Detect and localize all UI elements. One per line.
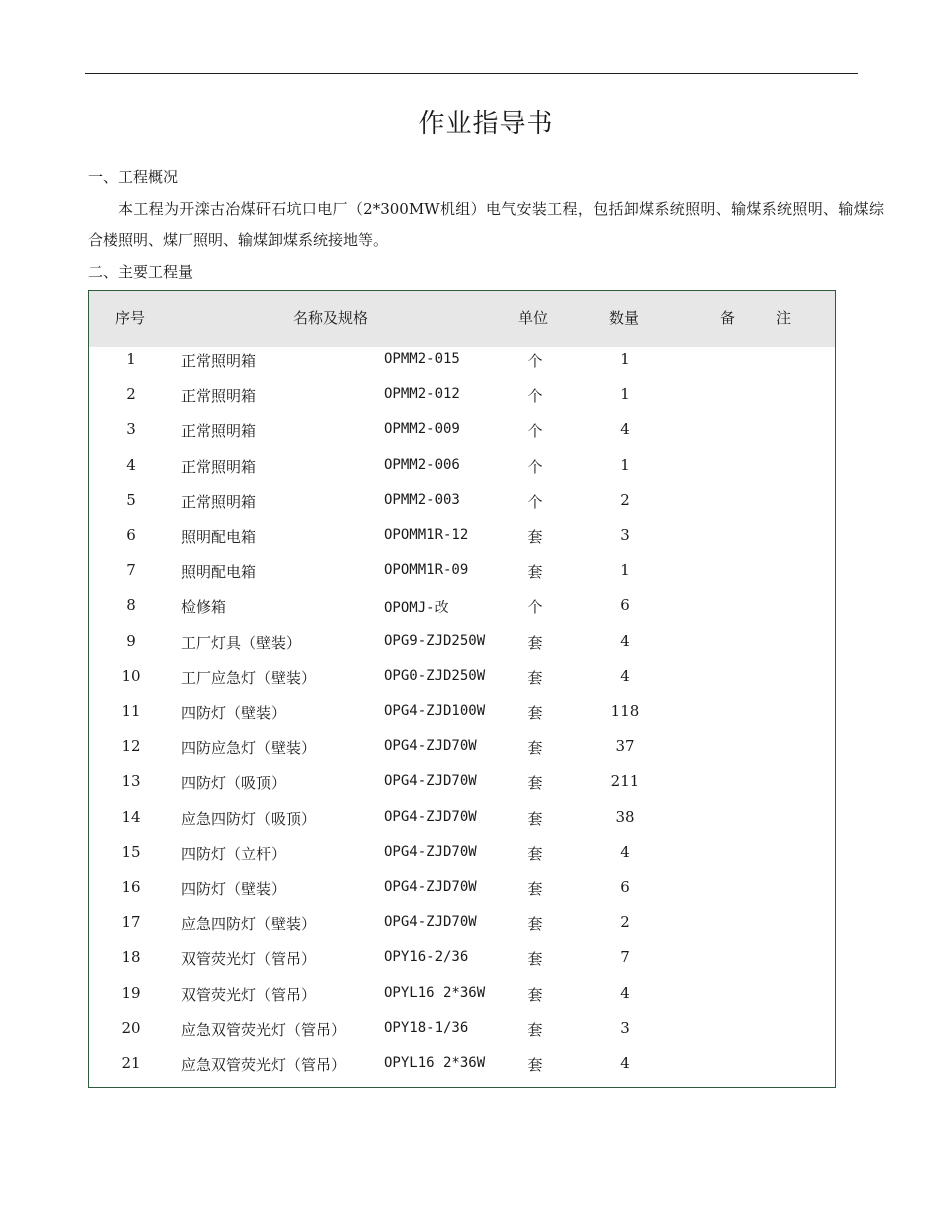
item-unit: 套	[527, 704, 543, 722]
row-number: 1	[126, 350, 136, 368]
header-remark-2: 注	[776, 309, 792, 327]
item-spec: OPMM2-006	[384, 456, 460, 473]
table-row	[89, 839, 835, 874]
item-name: 正常照明箱	[181, 352, 257, 370]
row-number: 8	[126, 596, 136, 615]
table-row	[89, 944, 835, 979]
table-row	[89, 980, 835, 1015]
item-unit: 套	[527, 668, 543, 687]
quantities-table	[88, 290, 836, 1088]
row-number: 17	[121, 913, 141, 932]
item-name: 检修箱	[181, 598, 227, 617]
table-row	[89, 874, 835, 909]
item-name: 正常照明箱	[181, 492, 257, 511]
item-quantity: 211	[610, 772, 640, 791]
table-row	[89, 487, 835, 522]
table-row	[89, 628, 835, 663]
item-spec: OPMM2-012	[384, 386, 460, 403]
table-row	[89, 416, 835, 451]
item-name: 工厂应急灯（壁装）	[181, 668, 317, 687]
item-quantity: 1	[620, 350, 630, 368]
item-unit: 套	[527, 1056, 543, 1074]
header-rule	[85, 73, 858, 74]
table-row	[89, 346, 835, 381]
table-row	[89, 804, 835, 839]
item-name: 四防灯（壁装）	[181, 880, 287, 898]
item-quantity: 4	[620, 420, 630, 439]
row-number: 11	[121, 702, 141, 720]
item-name: 应急双管荧光灯（管吊）	[181, 1056, 347, 1074]
header-no: 序号	[115, 309, 146, 327]
item-name: 应急双管荧光灯（管吊）	[181, 1020, 347, 1039]
table-row	[89, 768, 835, 803]
item-spec: OPMM2-009	[384, 421, 460, 438]
item-spec: OPOMM1R-12	[384, 527, 469, 543]
item-name: 四防灯（吸顶）	[181, 774, 287, 793]
item-quantity: 1	[620, 561, 630, 580]
header-unit: 单位	[518, 309, 549, 327]
item-unit: 个	[527, 598, 543, 617]
item-quantity: 38	[615, 807, 635, 826]
item-spec: OPG4-ZJD70W	[384, 879, 477, 895]
header-name-spec: 名称及规格	[293, 309, 369, 327]
item-unit: 套	[527, 563, 543, 582]
item-unit: 套	[527, 739, 543, 758]
item-spec: OPOMM1R-09	[384, 562, 469, 579]
item-quantity: 6	[620, 596, 630, 615]
row-number: 7	[126, 561, 136, 580]
table-row	[89, 663, 835, 698]
row-number: 5	[126, 490, 136, 509]
item-unit: 个	[527, 457, 543, 476]
item-name: 四防灯（立杆）	[181, 844, 287, 863]
item-unit: 个	[527, 422, 543, 441]
row-number: 18	[121, 948, 141, 967]
row-number: 10	[121, 666, 141, 685]
item-unit: 套	[527, 633, 543, 652]
item-quantity: 1	[620, 455, 630, 474]
item-unit: 套	[527, 880, 543, 898]
item-spec: OPMM2-003	[384, 491, 460, 508]
row-number: 20	[121, 1018, 141, 1037]
row-number: 3	[126, 420, 136, 439]
header-remark-1: 备	[720, 309, 736, 327]
item-quantity: 1	[620, 385, 630, 404]
table-row	[89, 733, 835, 768]
item-quantity: 6	[620, 878, 630, 896]
item-name: 正常照明箱	[181, 457, 257, 476]
item-spec: OPMM2-015	[384, 351, 460, 367]
table-row	[89, 909, 835, 944]
row-number: 9	[126, 631, 136, 650]
table-row	[89, 452, 835, 487]
item-name: 四防应急灯（壁装）	[181, 739, 317, 758]
item-name: 应急四防灯（壁装）	[181, 915, 317, 934]
item-unit: 个	[527, 492, 543, 511]
item-spec: OPG4-ZJD70W	[384, 738, 477, 755]
item-unit: 套	[527, 809, 543, 828]
table-row	[89, 1015, 835, 1050]
item-spec: OPY16-2/36	[384, 949, 469, 966]
item-unit: 个	[527, 387, 543, 406]
section-heading-quantities: 二、主要工程量	[88, 263, 194, 281]
item-spec: OPG9-ZJD250W	[384, 632, 486, 649]
item-spec: OPG4-ZJD70W	[384, 808, 477, 825]
row-number: 14	[121, 807, 141, 826]
item-quantity: 2	[620, 490, 630, 509]
item-name: 照明配电箱	[181, 563, 257, 582]
item-spec: OPYL16 2*36W	[384, 1055, 486, 1071]
item-spec: OPG4-ZJD70W	[384, 914, 477, 931]
item-quantity: 37	[615, 737, 635, 756]
item-spec: OPG4-ZJD70W	[384, 843, 477, 860]
table-row	[89, 698, 835, 733]
item-spec: OPYL16 2*36W	[384, 984, 486, 1001]
section-heading-overview: 一、工程概况	[88, 168, 179, 186]
table-row	[89, 592, 835, 627]
item-unit: 套	[527, 774, 543, 793]
table-header-row	[89, 291, 835, 347]
item-unit: 个	[527, 352, 543, 370]
item-spec: OPG4-ZJD70W	[384, 773, 477, 790]
table-row	[89, 557, 835, 592]
item-unit: 套	[527, 985, 543, 1004]
row-number: 13	[121, 772, 141, 791]
document-title: 作业指导书	[418, 109, 554, 139]
item-name: 工厂灯具（壁装）	[181, 633, 302, 652]
table-row	[89, 381, 835, 416]
item-unit: 套	[527, 844, 543, 863]
table-row	[89, 1050, 835, 1085]
table-row	[89, 522, 835, 557]
row-number: 4	[126, 455, 136, 474]
row-number: 6	[126, 526, 136, 544]
item-spec: OPG0-ZJD250W	[384, 667, 486, 684]
item-quantity: 3	[620, 526, 630, 544]
item-spec: OPG4-ZJD100W	[384, 703, 486, 719]
item-name: 照明配电箱	[181, 528, 257, 546]
item-quantity: 3	[620, 1018, 630, 1037]
row-number: 2	[126, 385, 136, 404]
item-quantity: 4	[620, 983, 630, 1002]
item-quantity: 4	[620, 842, 630, 861]
row-number: 19	[121, 983, 141, 1002]
item-unit: 套	[527, 915, 543, 934]
item-quantity: 4	[620, 631, 630, 650]
row-number: 15	[121, 842, 141, 861]
item-quantity: 4	[620, 1054, 630, 1072]
item-unit: 套	[527, 950, 543, 969]
item-spec: OPOMJ-改	[384, 600, 449, 617]
item-quantity: 7	[620, 948, 630, 967]
overview-paragraph: 本工程为开滦古冶煤矸石坑口电厂（2*300MW机组）电气安装工程，包括卸煤系统照明、输煤系统照明、输煤综合楼照明、煤厂照明、输煤卸煤系统接地等。	[88, 200, 884, 249]
item-name: 应急四防灯（吸顶）	[181, 809, 317, 828]
item-unit: 套	[527, 1020, 543, 1039]
item-quantity: 4	[620, 666, 630, 685]
item-name: 正常照明箱	[181, 422, 257, 441]
row-number: 21	[121, 1054, 141, 1072]
item-name: 双管荧光灯（管吊）	[181, 985, 317, 1004]
item-name: 双管荧光灯（管吊）	[181, 950, 317, 969]
item-unit: 套	[527, 528, 543, 546]
header-qty: 数量	[609, 309, 640, 327]
item-spec: OPY18-1/36	[384, 1019, 469, 1036]
item-name: 四防灯（壁装）	[181, 704, 287, 722]
item-name: 正常照明箱	[181, 387, 257, 406]
item-quantity: 118	[610, 702, 640, 720]
item-quantity: 2	[620, 913, 630, 932]
row-number: 16	[121, 878, 141, 896]
row-number: 12	[121, 737, 141, 756]
